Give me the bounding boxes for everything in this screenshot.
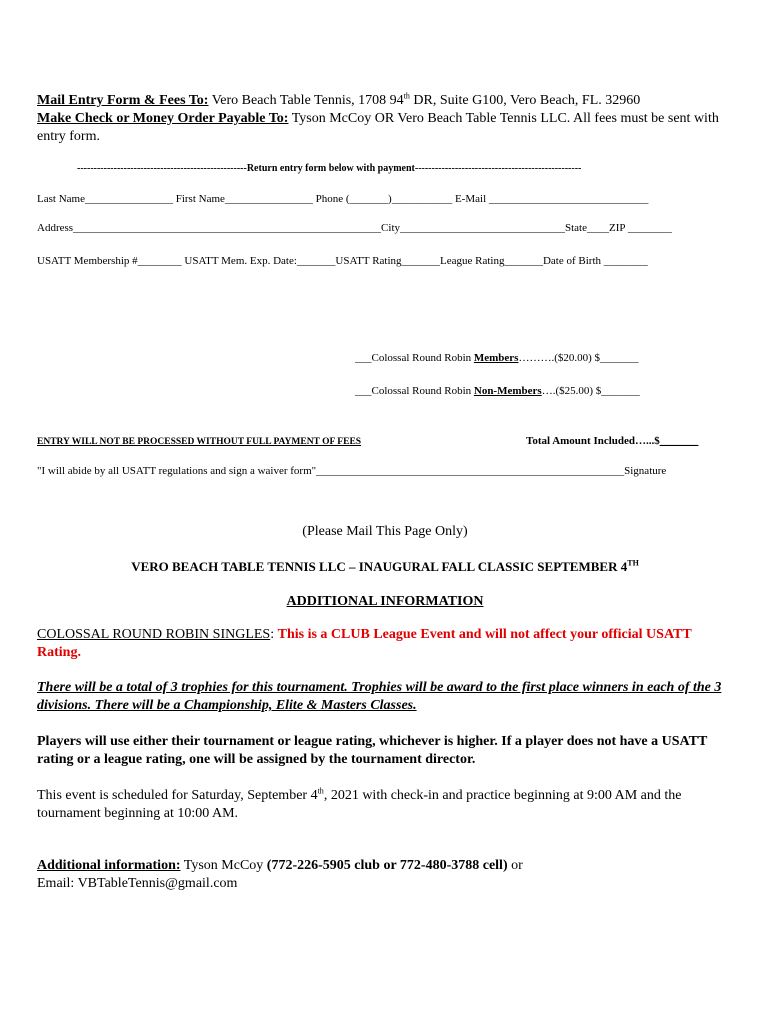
please-mail-note: (Please Mail This Page Only) — [302, 524, 468, 539]
schedule-b: , 2021 with check-in and practice beginning at 9:00 AM and the tournament beginning at 10:00 AM. — [37, 788, 682, 821]
option-nonmembers[interactable] — [355, 385, 640, 397]
form-line-name[interactable]: Last Name________________ First Name________________ Phone (_______)___________ E-Mail _____________________________ — [37, 193, 649, 205]
option-members-suffix: ……….($20.00) $_______ — [518, 352, 639, 364]
contact-email[interactable]: Email: VBTableTennis@gmail.com — [37, 876, 238, 891]
option-nonmembers-label: Non-Members — [473, 385, 542, 397]
check-text: Tyson McCoy OR Vero Beach Table Tennis LLC. All fees must be sent with entry form. — [37, 111, 719, 144]
contact-phones: (772-226-5905 club or 772-480-3788 cell) — [266, 858, 508, 873]
option-members-label: Members — [473, 352, 519, 364]
schedule-paragraph — [37, 787, 737, 823]
option-nonmembers-suffix: ….($25.00) $_______ — [541, 385, 640, 397]
event-title — [0, 559, 770, 575]
additional-heading — [0, 594, 770, 610]
mail-address-a: Vero Beach Table Tennis, 1708 94 — [208, 93, 404, 108]
check-label: Make Check or Money Order Payable To: — [37, 111, 289, 126]
schedule-a: This event is scheduled for Saturday, September 4 — [37, 788, 318, 803]
total-amount-label: Total Amount Included…...$ — [526, 435, 660, 447]
form-line-address[interactable]: Address________________________________________________________City______________________________State____ZIP ________ — [37, 222, 672, 234]
contact-paragraph — [37, 857, 737, 893]
option-members[interactable] — [355, 352, 639, 364]
option-nonmembers-prefix: ___Colossal Round Robin — [355, 385, 474, 397]
signature-line[interactable]: "I will abide by all USATT regulations and sign a waiver form"________________________________________________________Signature — [37, 465, 667, 477]
crr-label: COLOSSAL ROUND ROBIN SINGLES — [37, 627, 271, 642]
mail-address-sup: th — [403, 91, 410, 101]
contact-or: or — [507, 858, 523, 873]
additional-heading-text: ADDITIONAL INFORMATION — [286, 594, 484, 609]
event-title-sup: TH — [627, 558, 639, 568]
form-line-usatt[interactable]: USATT Membership #________ USATT Mem. Exp. Date:_______USATT Rating_______League Rating_______Date of Birth ________ — [37, 255, 648, 267]
rating-note: Players will use either their tournament or league rating, whichever is higher. If a player does not have a USATT rating or a league rating, one will be assigned by the tournament director. — [37, 734, 708, 767]
payment-warning — [37, 437, 361, 447]
crr-paragraph — [37, 626, 737, 662]
payment-warning-text: ENTRY WILL NOT BE PROCESSED WITHOUT FULL PAYMENT OF FEES — [37, 437, 362, 447]
crr-text: This is a CLUB League Event and will not affect your official USATT Rating. — [37, 627, 692, 660]
event-title-text: VERO BEACH TABLE TENNIS LLC – INAUGURAL FALL CLASSIC SEPTEMBER 4 — [131, 559, 628, 574]
trophies-paragraph: There will be a total of 3 trophies for this tournament. Trophies will be award to the first place winners in each of the 3 divisions. There will be a Championship, Elite & Masters Classes. — [37, 680, 722, 713]
contact-name: Tyson McCoy — [180, 858, 267, 873]
mail-address-b: DR, Suite G100, Vero Beach, FL. 32960 — [409, 93, 641, 108]
crr-colon: : — [270, 627, 278, 642]
total-amount[interactable] — [526, 435, 698, 447]
total-amount-blank: _______ — [659, 435, 699, 447]
schedule-sup: th — [317, 786, 324, 796]
contact-label: Additional information: — [37, 858, 181, 873]
return-separator: ---------------------------------------------------Return entry form below with payment-------------------------------------------------- — [77, 163, 582, 174]
mail-label: Mail Entry Form & Fees To: — [37, 93, 209, 108]
mailing-instructions — [37, 92, 737, 146]
option-members-prefix: ___Colossal Round Robin — [355, 352, 474, 364]
